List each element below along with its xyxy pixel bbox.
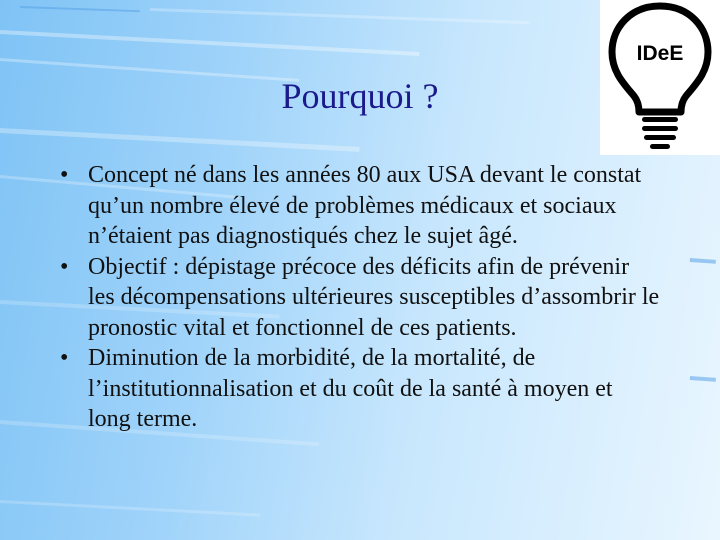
bullet-marker: • [60, 345, 69, 371]
slide-title: Pourquoi ? [281, 76, 439, 116]
bullet-text: Objectif : dépistage précoce des déficits afin de prévenir les décompensations ultérieures susceptibles d’assombrir le pronostic vital et fonctionnel de ces patients. [88, 253, 660, 341]
bullet-marker: • [60, 162, 69, 188]
logo-text: IDeE [636, 42, 684, 65]
bullet-marker: • [60, 253, 69, 280]
bullet-text: Concept né dans les années 80 aux USA devant le constat qu’un nombre élevé de problèmes médicaux et sociaux n’étaient pas diagnostiqués chez le sujet âgé. [88, 162, 642, 249]
bullet-list [60, 160, 660, 435]
bullet-item [60, 160, 660, 252]
bullet-item [60, 343, 660, 435]
bullet-item [60, 252, 660, 344]
bullet-text: Diminution de la morbidité, de la mortalité, de l’institutionnalisation et du coût de la santé à moyen et long terme. [88, 345, 613, 432]
